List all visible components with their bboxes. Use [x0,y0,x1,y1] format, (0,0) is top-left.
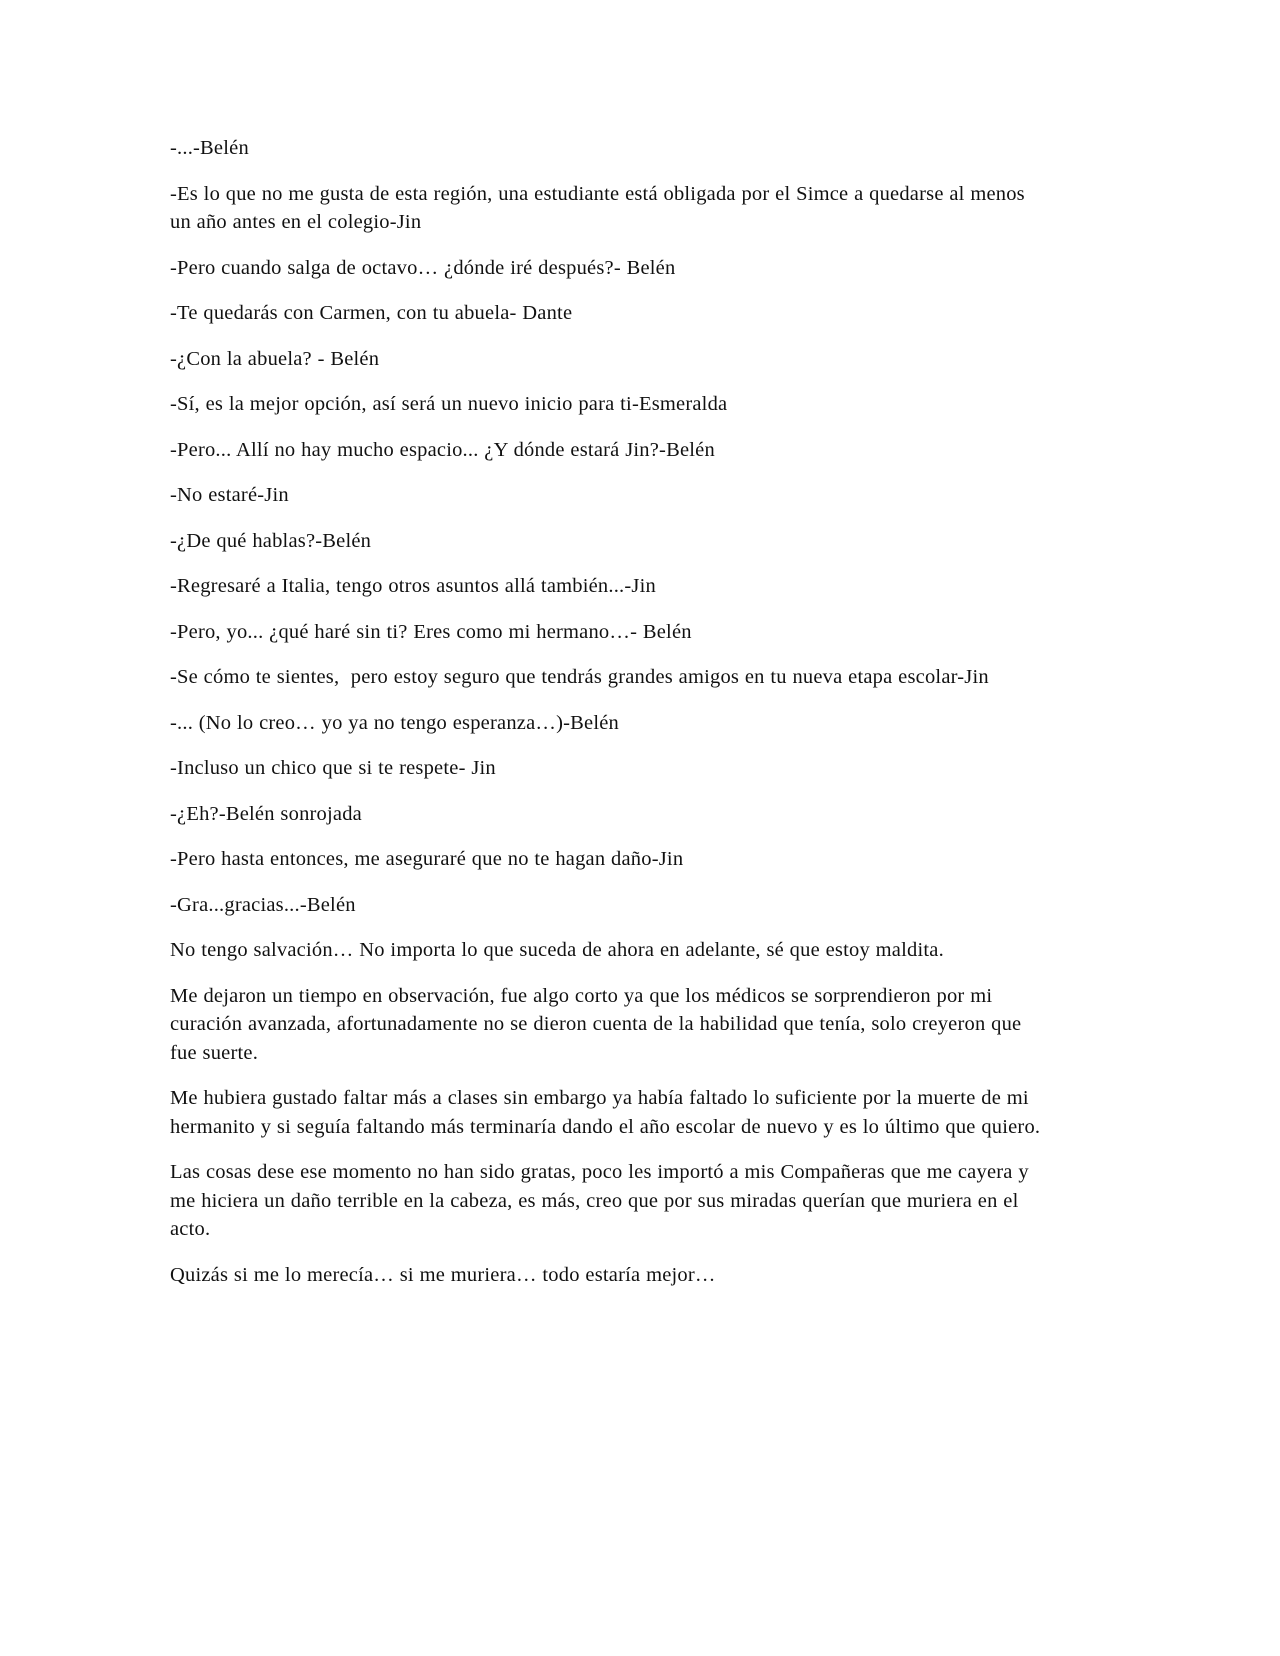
paragraph-dialogue-jin-italia: -Regresaré a Italia, tengo otros asuntos allá también...-Jin [170,575,656,597]
paragraph-dialogue-jin-chico-respete: -Incluso un chico que si te respete- Jin [170,757,496,779]
paragraph-dialogue-belen-octavo: -Pero cuando salga de octavo… ¿dónde iré después?- Belén [170,256,676,279]
paragraph-dialogue-belen-de-que-hablas: -¿De qué hablas?-Belén [170,529,372,552]
paragraph-dialogue-belen-abuela: -¿Con la abuela? - Belén [170,347,380,370]
paragraph-dialogue-belen-ellipsis: -...-Belén [170,137,249,159]
paragraph-dialogue-belen-espacio: -Pero... Allí no hay mucho espacio... ¿Y dónde estará Jin?-Belén [170,438,715,461]
paragraph-dialogue-belen-esperanza: -... (No lo creo… yo ya no tengo esperanza…)-Belén [170,711,619,734]
paragraph-dialogue-belen-gracias: -Gra...gracias...-Belén [170,893,356,916]
paragraph-dialogue-jin-no-estare: -No estaré-Jin [170,484,289,506]
document-text-body [170,134,1042,1289]
paragraph-narration-quizas: Quizás si me lo merecía… si me muriera… todo estaría mejor… [170,1263,716,1286]
paragraph-dialogue-esmeralda-opcion: -Sí, es la mejor opción, así será un nuevo inicio para ti-Esmeralda [170,393,728,415]
paragraph-dialogue-belen-sonrojada: -¿Eh?-Belén sonrojada [170,802,362,825]
paragraph-narration-salvacion: No tengo salvación… No importa lo que suceda de ahora en adelante, sé que estoy maldita. [170,939,944,961]
paragraph-dialogue-jin-dano: -Pero hasta entonces, me aseguraré que no te hagan daño-Jin [170,848,684,870]
paragraph-dialogue-belen-hermano: -Pero, yo... ¿qué haré sin ti? Eres como mi hermano…- Belén [170,620,692,643]
paragraph-dialogue-jin-simce: -Es lo que no me gusta de esta región, una estudiante está obligada por el Simce a quedarse al menos un año antes en el colegio-Jin [170,182,1031,233]
paragraph-narration-companeras: Las cosas dese ese momento no han sido gratas, poco les importó a mis Compañeras que me cayera y me hiciera un daño terrible en la cabeza, es más, creo que por sus miradas querían que muriera en el acto. [170,1161,1035,1240]
paragraph-narration-observacion: Me dejaron un tiempo en observación, fue algo corto ya que los médicos se sorprendieron por mi curación avanzada, afortunadamente no se dieron cuenta de la habilidad que tenía, solo creyeron que fue suerte. [170,984,1028,1064]
paragraph-narration-faltar-clases: Me hubiera gustado faltar más a clases sin embargo ya había faltado lo suficiente por la muerte de mi hermanito y si seguía faltando más terminaría dando el año escolar de nuevo y es lo último que quiero. [170,1087,1041,1138]
paragraph-dialogue-dante-carmen: -Te quedarás con Carmen, con tu abuela- Dante [170,302,573,324]
paragraph-dialogue-jin-nueva-etapa: -Se cómo te sientes, pero estoy seguro que tendrás grandes amigos en tu nueva etapa escolar-Jin [170,666,989,688]
